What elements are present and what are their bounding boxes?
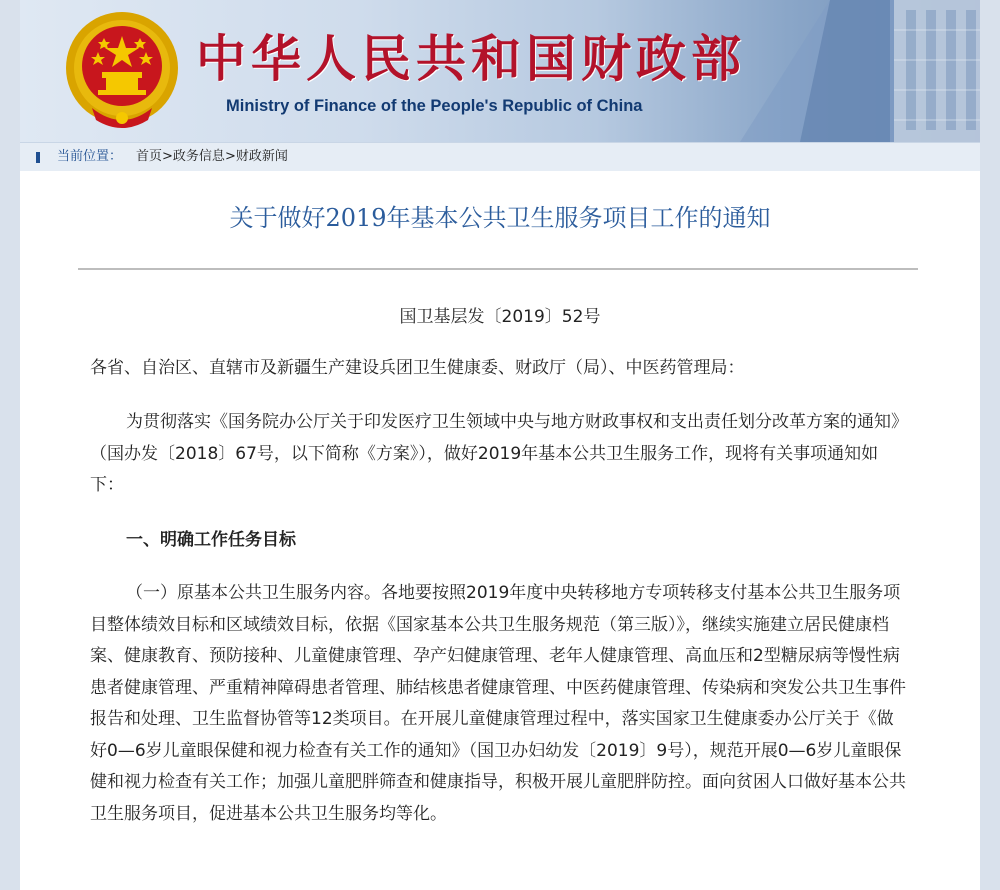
breadcrumb-separator: >	[224, 149, 236, 164]
intro-paragraph: 为贯彻落实《国务院办公厅关于印发医疗卫生领域中央与地方财政事权和支出责任划分改革方案的通知》（国办发〔2018〕67号，以下简称《方案》），做好2019年基本公共卫生服务工作，现将有关事项通知如下：	[90, 412, 908, 495]
site-header-banner	[20, 0, 980, 142]
breadcrumb-link-gov-info[interactable]: 政务信息	[172, 149, 225, 164]
breadcrumb-separator: >	[162, 149, 173, 164]
page	[20, 0, 980, 890]
breadcrumb-link-finance-news[interactable]: 财政新闻	[235, 149, 288, 164]
site-title-cn: 中华人民共和国财政部	[196, 29, 746, 88]
national-emblem-icon	[62, 8, 182, 136]
section-heading: 一、明确工作任务目标	[126, 530, 296, 550]
article-title: 关于做好2019年基本公共卫生服务项目工作的通知	[229, 204, 771, 232]
addressee: 各省、自治区、直辖市及新疆生产建设兵团卫生健康委、财政厅（局）、中医药管理局：	[90, 358, 745, 378]
breadcrumb-label: 当前位置：	[57, 149, 123, 164]
breadcrumb-path	[136, 143, 288, 171]
site-title-en: Ministry of Finance of the People's Republic of China	[226, 97, 643, 115]
document-number: 国卫基层发〔2019〕52号	[399, 307, 601, 327]
section-paragraph: （一）原基本公共卫生服务内容。各地要按照2019年度中央转移地方专项转移支付基本公共卫生服务项目整体绩效目标和区域绩效目标，依据《国家基本公共卫生服务规范（第三版）》，继续实施建立居民健康档案、健康教育、预防接种、儿童健康管理、孕产妇健康管理、老年人健康管理、高血压和2型糖尿病等慢性病患者健康管理、严重精神障碍患者管理、肺结核患者健康管理、中医药健康管理、传染病和突发公共卫生事件报告和处理、卫生监督协管等12类项目。在开展儿童健康管理过程中，落实国家卫生健康委办公厅关于《做好0—6岁儿童眼保健和视力检查有关工作的通知》（国卫办妇幼发〔2019〕9号），规范开展0—6岁儿童眼保健和视力检查有关工作；加强儿童肥胖筛查和健康指导，积极开展儿童肥胖防控。面向贫困人口做好基本公共卫生服务项目，促进基本公共卫生服务均等化。	[90, 583, 906, 824]
breadcrumb	[20, 142, 980, 171]
breadcrumb-link-home[interactable]: 首页	[136, 149, 163, 164]
title-divider	[78, 268, 918, 270]
breadcrumb-marker-icon	[36, 152, 40, 163]
